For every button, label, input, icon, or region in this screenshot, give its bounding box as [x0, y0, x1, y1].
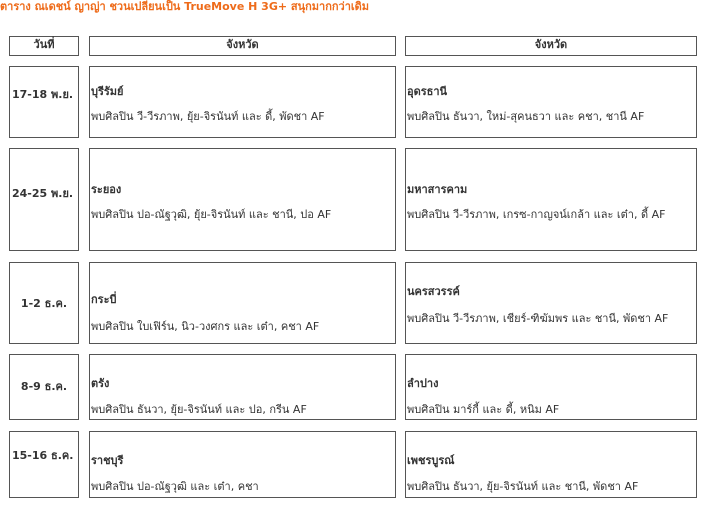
artist-list: พบศิลปิน ปอ-ณัฐวุฒิ และ เต๋า, คชา — [91, 480, 259, 493]
province-cell-left — [89, 66, 396, 138]
province-cell-right — [405, 354, 697, 420]
province-name: ราชบุรี — [91, 454, 124, 467]
artist-list: พบศิลปิน วี-วีรภาพ, ยุ้ย-จิรนันท์ และ ดี้, พัดชา AF — [91, 110, 325, 123]
artist-list: พบศิลปิน ธันวา, ยุ้ย-จิรนันท์ และ ปอ, กรีน AF — [91, 403, 307, 416]
province-name: มหาสารคาม — [407, 183, 468, 196]
province-cell-right — [405, 431, 697, 498]
province-name: อุดรธานี — [407, 85, 448, 98]
province-cell-right — [405, 148, 697, 251]
province-cell-right — [405, 262, 697, 344]
province-name: บุรีรัมย์ — [91, 85, 124, 98]
header-province-right: จังหวัด — [405, 36, 697, 56]
artist-list: พบศิลปิน ใบเฟิร์น, นิว-วงศกร และ เต๋า, คชา AF — [91, 320, 320, 333]
artist-list: พบศิลปิน วี-วีรภาพ, เกรซ-กาญจน์เกล้า และ เต๋า, ดี้ AF — [407, 208, 666, 221]
province-cell-right — [405, 66, 697, 138]
header-province-left: จังหวัด — [89, 36, 396, 56]
province-name: นครสวรรค์ — [407, 285, 460, 298]
province-name: ลำปาง — [407, 377, 439, 390]
date-cell: 17-18 พ.ย. — [9, 66, 79, 138]
artist-list: พบศิลปิน วี-วีรภาพ, เชียร์-ฑิฆัมพร และ ชานี, พัดชา AF — [407, 312, 669, 325]
date-cell: 15-16 ธ.ค. — [9, 431, 79, 498]
date-cell: 24-25 พ.ย. — [9, 148, 79, 251]
province-cell-left — [89, 148, 396, 251]
province-name: เพชรบูรณ์ — [407, 454, 455, 467]
artist-list: พบศิลปิน มาร์กี้ และ ดี้, หนิม AF — [407, 403, 560, 416]
province-name: กระบี่ — [91, 293, 117, 306]
province-cell-left — [89, 262, 396, 344]
artist-list: พบศิลปิน ธันวา, ยุ้ย-จิรนันท์ และ ชานี, พัดชา AF — [407, 480, 639, 493]
artist-list: พบศิลปิน ปอ-ณัฐวุฒิ, ยุ้ย-จิรนันท์ และ ชานี, ปอ AF — [91, 208, 332, 221]
province-cell-left — [89, 431, 396, 498]
province-cell-left — [89, 354, 396, 420]
date-cell: 1-2 ธ.ค. — [9, 262, 79, 344]
header-date: วันที่ — [9, 36, 79, 56]
province-name: ระยอง — [91, 183, 122, 196]
date-cell: 8-9 ธ.ค. — [9, 354, 79, 420]
artist-list: พบศิลปิน ธันวา, ใหม่-สุคนธวา และ คชา, ชานี AF — [407, 110, 645, 123]
province-name: ตรัง — [91, 377, 110, 390]
page-title: ตาราง ณเดชน์ ญาญ่า ชวนเปลี่ยนเป็น TrueMove H 3G+ สนุกมากกว่าเดิม — [0, 0, 370, 13]
